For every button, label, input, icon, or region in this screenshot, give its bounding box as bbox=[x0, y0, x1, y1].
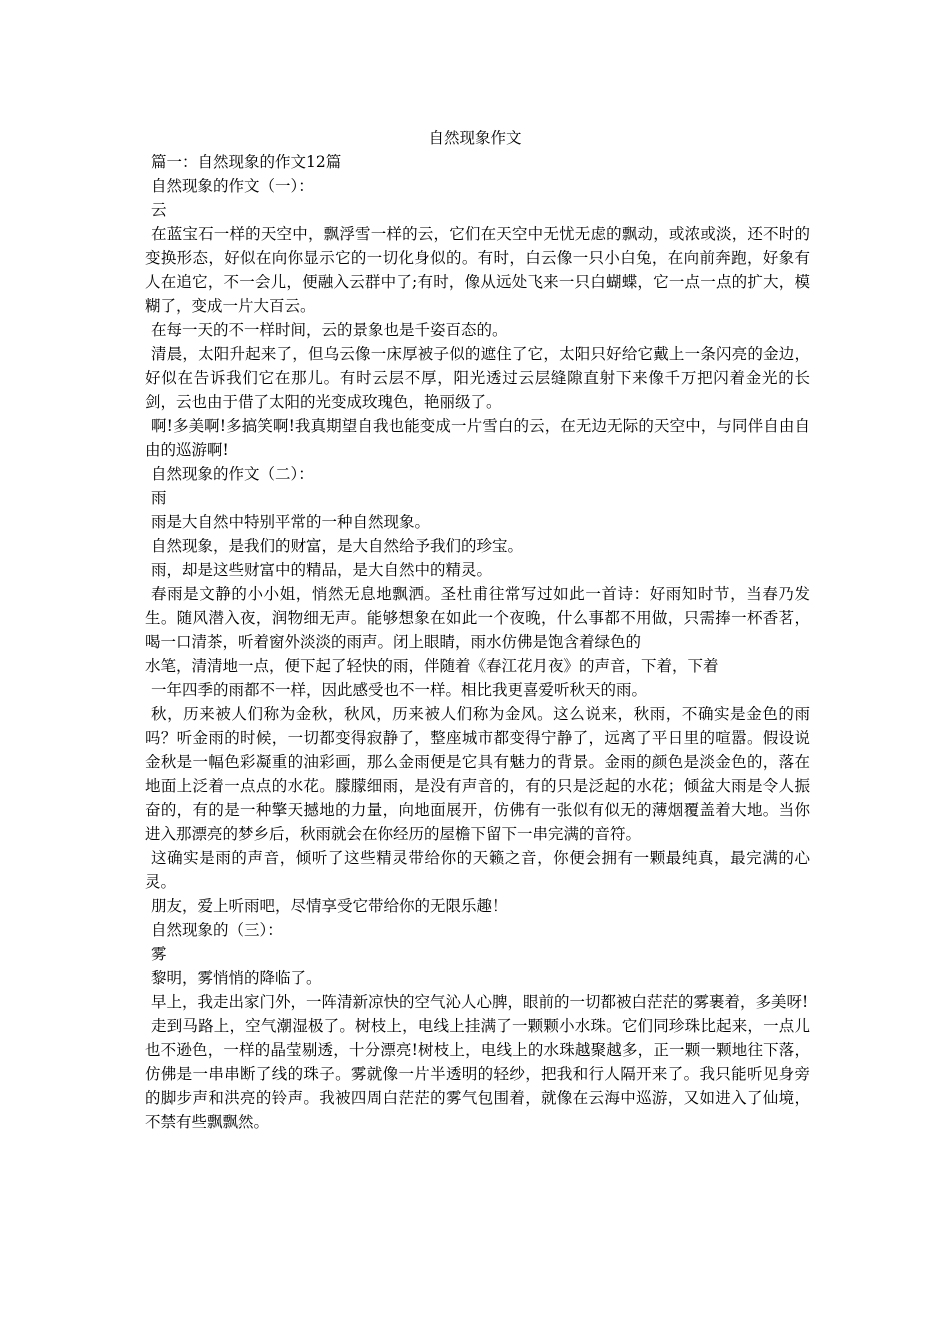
paragraph: 自然现象的（三）： bbox=[151, 921, 283, 939]
paragraph: 自然现象的作文（一）： bbox=[151, 177, 314, 195]
paragraph: 篇一：自然现象的作文12篇 bbox=[151, 153, 342, 171]
document-title: 自然现象作文 bbox=[428, 129, 522, 147]
paragraph: 走到马路上，空气潮湿极了。树枝上，电线上挂满了一颗颗小水珠。它们同珍珠比起来，一点儿也不逊色，一样的晶莹剔透，十分漂亮!树枝上，电线上的水珠越聚越多，正一颗一颗地往下落，仿佛是一串串断了线的珠子。雾就像一片半透明的轻纱，把我和行人隔开来了。我只能听见身旁的脚步声和洪亮的铃声。我被四周白茫茫的雾气包围着，就像在云海中巡游，又如进入了仙境，不禁有些飘飘然。 bbox=[145, 1017, 810, 1131]
paragraph: 早上，我走出家门外，一阵清新凉快的空气沁人心脾，眼前的一切都被白茫茫的雾裹着，多美呀! bbox=[151, 993, 809, 1011]
paragraph: 清晨，太阳升起来了，但乌云像一床厚被子似的遮住了它，太阳只好给它戴上一条闪亮的金边，好似在告诉我们它在那儿。有时云层不厚，阳光透过云层缝隙直射下来像千万把闪着金光的长剑，云也由于借了太阳的光变成玫瑰色，艳丽级了。 bbox=[145, 345, 810, 411]
paragraph: 黎明，雾悄悄的降临了。 bbox=[151, 969, 322, 987]
paragraph: 雨 bbox=[151, 489, 167, 507]
paragraph: 秋，历来被人们称为金秋，秋风，历来被人们称为金风。这么说来，秋雨，不确实是金色的雨吗？听金雨的时候，一切都变得寂静了，整座城市都变得宁静了，远离了平日里的喧嚣。假设说金秋是一幅色彩凝重的油彩画，那么金雨便是它具有魅力的背景。金雨的颜色是淡金色的，落在地面上泛着一点点的水花。朦朦细雨，是没有声音的，有的只是泛起的水花；倾盆大雨是令人振奋的，有的是一种擎天撼地的力量，向地面展开，仿佛有一张似有似无的薄烟覆盖着大地。当你进入那漂亮的梦乡后，秋雨就会在你经历的屋檐下留下一串完满的音符。 bbox=[145, 705, 810, 843]
paragraph: 一年四季的雨都不一样，因此感受也不一样。相比我更喜爱听秋天的雨。 bbox=[151, 681, 648, 699]
paragraph: 春雨是文静的小小姐，悄然无息地飘洒。圣杜甫往常写过如此一首诗：好雨知时节，当春乃发生。随风潜入夜，润物细无声。能够想象在如此一个夜晚，什么事都不用做，只需捧一杯香茗，喝一口清茶，听着窗外淡淡的雨声。闭上眼睛，雨水仿佛是饱含着绿色的 bbox=[145, 585, 810, 651]
paragraph: 这确实是雨的声音，倾听了这些精灵带给你的天籁之音，你便会拥有一颗最纯真，最完满的心灵。 bbox=[145, 849, 810, 891]
paragraph: 朋友，爱上听雨吧，尽情享受它带给你的无限乐趣！ bbox=[151, 897, 508, 915]
paragraph: 自然现象，是我们的财富，是大自然给予我们的珍宝。 bbox=[151, 537, 524, 555]
document-body bbox=[145, 150, 810, 1134]
paragraph: 雨是大自然中特别平常的一种自然现象。 bbox=[151, 513, 431, 531]
paragraph: 雾 bbox=[151, 945, 167, 963]
paragraph: 在蓝宝石一样的天空中，飘浮雪一样的云，它们在天空中无忧无虑的飘动，或浓或淡，还不时的变换形态，好似在向你显示它的一切化身似的。有时，白云像一只小白兔，在向前奔跑，好象有人在追它，不一会儿，便融入云群中了;有时，像从远处飞来一只白蝴蝶，它一点一点的扩大，模糊了，变成一片大百云。 bbox=[145, 225, 810, 315]
paragraph: 云 bbox=[151, 201, 167, 219]
paragraph: 雨，却是这些财富中的精品，是大自然中的精灵。 bbox=[151, 561, 493, 579]
paragraph: 啊!多美啊!多搞笑啊!我真期望自我也能变成一片雪白的云，在无边无际的天空中，与同伴自由自由的巡游啊! bbox=[145, 417, 810, 459]
paragraph: 水笔，清清地一点，便下起了轻快的雨，伴随着《春江花月夜》的声音，下着，下着 bbox=[145, 657, 719, 675]
paragraph: 自然现象的作文（二）： bbox=[151, 465, 314, 483]
paragraph: 在每一天的不一样时间，云的景象也是千姿百态的。 bbox=[151, 321, 508, 339]
